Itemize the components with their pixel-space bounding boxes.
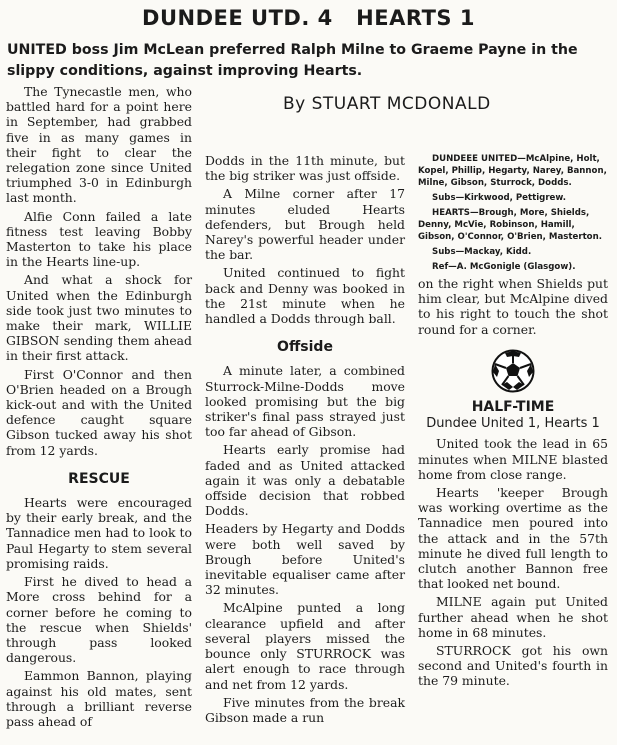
subheading: Offside	[277, 339, 333, 356]
united-subs: Subs—Kirkwood, Pettigrew.	[432, 193, 567, 203]
hearts-subs: Subs—Mackay, Kidd.	[432, 247, 532, 257]
halftime-title: HALF-TIME	[471, 399, 555, 416]
column-3	[418, 153, 608, 692]
paragraph: The Tynecastle men, who battled hard for a point here in September, had grabbed five in as many games in their fight to clear the relegation zone since United triumphed 3-0 in Edinburgh last month.	[6, 84, 192, 206]
football-icon	[491, 349, 535, 393]
paragraph: McAlpine punted a long clearance upfield and after several players missed the bounce only STURROCK was alert enough to race through and net from 12 yards.	[205, 600, 405, 692]
paragraph: on the right when Shields put him clear, but McAlpine dived to his right to touch the shot round for a corner.	[418, 276, 608, 337]
hearts-lineup: HEARTS—Brough, More, Shields, Denny, McVie, Robinson, Hamill, Gibson, O'Connor, O'Brien, Masterton.	[418, 208, 602, 242]
paragraph: Dodds in the 11th minute, but the big striker was just offside.	[205, 153, 405, 184]
standfirst: UNITED boss Jim McLean preferred Ralph Milne to Graeme Payne in the slippy conditions, against improving Hearts.	[7, 42, 578, 79]
halftime-score: Dundee United 1, Hearts 1	[426, 416, 600, 432]
referee: Ref—A. McGonigle (Glasgow).	[432, 262, 576, 272]
paragraph: Headers by Hegarty and Dodds were both well saved by Brough before United's inevitable equaliser came after 32 minutes.	[205, 521, 405, 598]
subheading: RESCUE	[68, 470, 130, 487]
paragraph: Eammon Bannon, playing against his old mates, sent through a brilliant reverse pass ahead of	[6, 668, 192, 729]
paragraph: United continued to fight back and Denny was booked in the 21st minute when he handled a Dodds through ball.	[205, 265, 405, 327]
paragraph: Hearts early promise had faded and as United attacked again it was only a debatable offside decision that robbed Dodds.	[205, 442, 405, 519]
united-lineup: DUNDEEE UNITED—McAlpine, Holt, Kopel, Phillip, Hegarty, Narey, Bannon, Milne, Gibson, Sturrock, Dodds.	[418, 154, 607, 188]
paragraph: United took the lead in 65 minutes when MILNE blasted home from close range.	[418, 436, 608, 482]
paragraph: STURROCK got his own second and United's fourth in the 79 minute.	[418, 643, 608, 689]
headline: DUNDEE UTD. 4 HEARTS 1	[142, 6, 475, 30]
byline: By STUART MCDONALD	[283, 94, 491, 114]
paragraph: First he dived to head a More cross behind for a corner before he coming to the rescue when Shields' through pass looked dangerous.	[6, 574, 192, 666]
paragraph: And what a shock for United when the Edinburgh side took just two minutes to make their mark, WILLIE GIBSON sending them ahead in their first attack.	[6, 272, 192, 364]
paragraph: Hearts 'keeper Brough was working overtime as the Tannadice men poured into the attack and in the 57th minute he dived full length to clutch another Bannon free that looked net bound.	[418, 485, 608, 592]
paragraph: A minute later, a combined Sturrock-Milne-Dodds move looked promising but the big striker's final pass strayed just too far ahead of Gibson.	[205, 363, 405, 440]
team-lineups	[418, 153, 608, 273]
paragraph: Five minutes from the break Gibson made a run	[205, 694, 405, 725]
paragraph: Hearts were encouraged by their early break, and the Tannadice men had to look to Paul Hegarty to stem several promising raids.	[6, 495, 192, 571]
column-2	[205, 153, 405, 728]
paragraph: A Milne corner after 17 minutes eluded Hearts defenders, but Brough held Narey's powerful header under the bar.	[205, 186, 405, 263]
paragraph: First O'Connor and then O'Brien headed on a Brough kick-out and with the United defence caught square Gibson tucked away his shot from 12 yards.	[6, 366, 192, 458]
paragraph: MILNE again put United further ahead when he shot home in 68 minutes.	[418, 594, 608, 640]
paragraph: Alfie Conn failed a late fitness test leaving Bobby Masterton to take his place in the Hearts line-up.	[6, 208, 192, 270]
column-1	[6, 84, 192, 732]
